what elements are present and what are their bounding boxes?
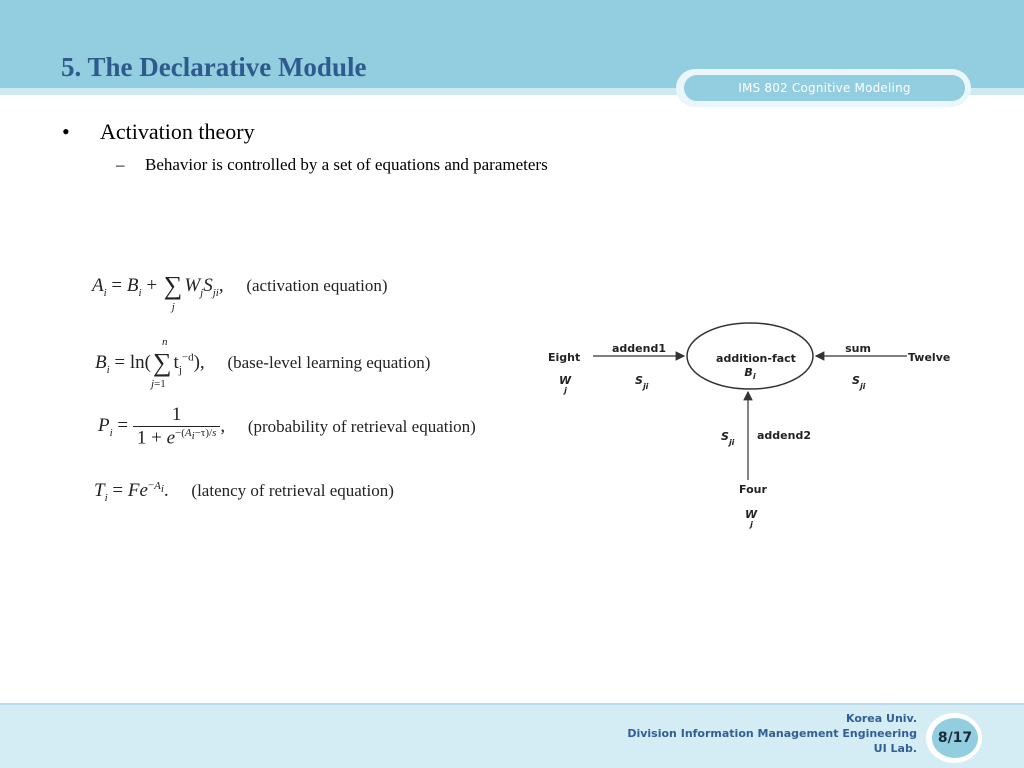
left-strength-symbol: $S_{ji}$ — [635, 374, 649, 391]
organization-credit — [627, 711, 917, 756]
right-node-label: Twelve — [908, 351, 951, 364]
org-line: Korea Univ. — [845, 712, 917, 725]
chunk-node-label: addition-fact — [716, 352, 796, 365]
org-line: Division Information Management Engineering — [627, 727, 917, 740]
latency-label: (latency of retrieval equation) — [191, 481, 394, 501]
bottom-node-label: Four — [739, 483, 767, 496]
base-level-formula: $B_i = \ln(\sum$ n j=1 $t_j^{-d}$), — [95, 336, 205, 390]
base-level-label: (base-level learning equation) — [227, 353, 431, 372]
bullet-text: Activation theory — [100, 119, 255, 144]
fraction: $\frac{1}{1 + e^{-(A_i-\tau)/s}}$ — [133, 404, 220, 449]
left-edge-label: addend1 — [612, 342, 666, 355]
retrieval-probability-formula: $P_i$ = — [98, 414, 129, 439]
latency-equation — [94, 480, 394, 504]
activation-formula: $A_i = B_i$ + ∑ j $W_jS_{ji}$, — [92, 271, 224, 313]
base-level-symbol: $B_i$ — [744, 366, 756, 381]
slide-title: 5. The Declarative Module — [61, 52, 367, 82]
sub-bullet-text: Behavior is controlled by a set of equations and parameters — [145, 155, 548, 174]
retrieval-probability-label: (probability of retrieval equation) — [247, 416, 476, 436]
latency-formula: $T_i = Fe^{-A_i}$. — [94, 480, 169, 505]
base-level-equation — [95, 336, 431, 390]
left-weight-symbol: W j — [559, 374, 572, 395]
right-strength-symbol: $S_{ji}$ — [852, 374, 866, 391]
bottom-edge-label: addend2 — [757, 429, 811, 442]
dash-icon: – — [116, 155, 125, 174]
bullet-dot-icon: • — [62, 119, 70, 144]
activation-label: (activation equation) — [246, 276, 388, 295]
bottom-strength-symbol: $S_{ji}$ — [721, 430, 735, 447]
chunk-diagram — [545, 318, 965, 538]
activation-equation — [92, 268, 388, 313]
course-badge: IMS 802 Cognitive Modeling — [684, 75, 965, 101]
page-number: 8/17 — [932, 718, 978, 758]
bottom-weight-symbol: W j — [745, 508, 758, 529]
footer-divider — [0, 703, 1024, 705]
org-line: UI Lab. — [873, 742, 917, 755]
left-node-label: Eight — [548, 351, 581, 364]
sub-bullet-item — [116, 155, 548, 175]
retrieval-probability-equation: $P_i$ = $\frac{1}{1 + e^{-(A_i-\tau)/s}}$ , (probability of retrieval equation) — [98, 404, 476, 449]
bullet-item — [62, 119, 255, 145]
right-edge-label: sum — [845, 342, 871, 355]
